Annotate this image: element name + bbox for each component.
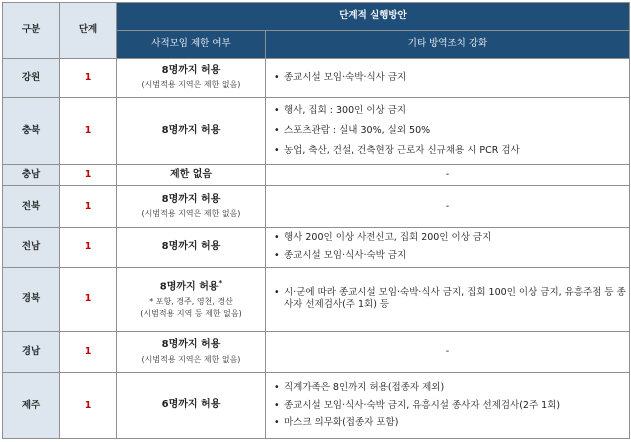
table-row <box>3 186 630 227</box>
stage-cell: 1 <box>60 267 117 331</box>
gathering-limit: 8명까지 허용 <box>161 193 221 205</box>
gathering-cell <box>117 164 266 186</box>
other-measures-cell: - <box>266 164 630 186</box>
gathering-note: (시범적용 지역은 제한 없음) <box>141 354 241 364</box>
gathering-cell <box>117 58 266 97</box>
stage-cell: 1 <box>60 58 117 97</box>
gathering-note: (시범적용 지역은 제한 없음) <box>141 80 241 90</box>
header-gathering: 사적모임 제한 여부 <box>117 30 266 58</box>
region-cell: 경남 <box>3 331 60 372</box>
header-plan: 단계적 실행방안 <box>117 3 630 31</box>
measure-item: • 종교시설 모임·식사·숙박 금지 <box>274 250 629 262</box>
gathering-limit: 8명까지 허용 <box>159 281 219 293</box>
gathering-cell <box>117 227 266 267</box>
other-measures-cell <box>266 97 630 164</box>
gathering-limit: 제한 없음 <box>169 168 213 180</box>
gathering-cell <box>117 186 266 227</box>
table-row <box>3 97 630 164</box>
gathering-limit: 6명까지 허용 <box>161 399 221 411</box>
measure-item: • 마스크 의무화(접종자 포함) <box>274 417 629 429</box>
gathering-note-2: (시범적용 지역 등 제한 없음) <box>140 309 242 319</box>
stage-cell: 1 <box>60 372 117 438</box>
header-stage: 단계 <box>60 3 117 59</box>
gathering-note: (시범적용 지역은 제한 없음) <box>141 209 241 219</box>
region-cell: 충남 <box>3 164 60 186</box>
regional-measures-table <box>2 2 630 439</box>
region-cell: 경북 <box>3 267 60 331</box>
other-measures-cell: - <box>266 186 630 227</box>
other-measures-cell <box>266 58 630 97</box>
gathering-cell <box>117 97 266 164</box>
other-measures-cell <box>266 372 630 438</box>
gathering-note: * 포항, 경주, 영천, 경산 <box>149 297 233 307</box>
region-cell: 충북 <box>3 97 60 164</box>
measure-item: • 농업, 축산, 건설, 건축현장 근로자 신규채용 시 PCR 검사 <box>274 145 629 157</box>
other-measures-cell <box>266 227 630 267</box>
gathering-limit: 8명까지 허용 <box>161 64 221 76</box>
measure-item: • 시·군에 따라 종교시설 모임·숙박·식사 금지, 집회 100인 이상 금지, 유흥주점 등 종사자 선제검사(주 1회) 등 <box>274 287 629 311</box>
other-measures-cell <box>266 267 630 331</box>
measure-item: • 직계가족은 8인까지 허용(접종자 제외) <box>274 382 629 394</box>
header-region: 구분 <box>3 3 60 59</box>
measure-item: • 스포츠관람 : 실내 30%, 실외 50% <box>274 125 629 137</box>
gathering-cell <box>117 267 266 331</box>
header-other: 기타 방역조치 강화 <box>266 30 630 58</box>
measure-item: • 종교시설 모임·식사·숙박 금지, 유흥시설 종사자 선제검사(2주 1회) <box>274 400 629 412</box>
stage-cell: 1 <box>60 331 117 372</box>
region-cell: 전남 <box>3 227 60 267</box>
gathering-cell <box>117 372 266 438</box>
region-cell: 제주 <box>3 372 60 438</box>
table-row <box>3 227 630 267</box>
measure-item: • 종교시설 모임·숙박·식사 금지 <box>274 72 629 84</box>
gathering-limit: 8명까지 허용 <box>161 241 221 252</box>
measure-item: • 행사 200인 이상 사전신고, 집회 200인 이상 금지 <box>274 232 629 244</box>
table-row <box>3 58 630 97</box>
stage-cell: 1 <box>60 186 117 227</box>
gathering-limit: 8명까지 허용 <box>161 339 221 351</box>
table-row <box>3 267 630 331</box>
table-row <box>3 331 630 372</box>
gathering-limit: 8명까지 허용 <box>161 124 221 136</box>
gathering-cell <box>117 331 266 372</box>
table-row <box>3 164 630 186</box>
region-cell: 전북 <box>3 186 60 227</box>
stage-cell: 1 <box>60 164 117 186</box>
other-measures-cell: - <box>266 331 630 372</box>
footnote-mark: * <box>218 279 223 288</box>
table-row <box>3 372 630 438</box>
stage-cell: 1 <box>60 227 117 267</box>
region-cell: 강원 <box>3 58 60 97</box>
stage-cell: 1 <box>60 97 117 164</box>
measure-item: • 행사, 집회 : 300인 이상 금지 <box>274 105 629 117</box>
